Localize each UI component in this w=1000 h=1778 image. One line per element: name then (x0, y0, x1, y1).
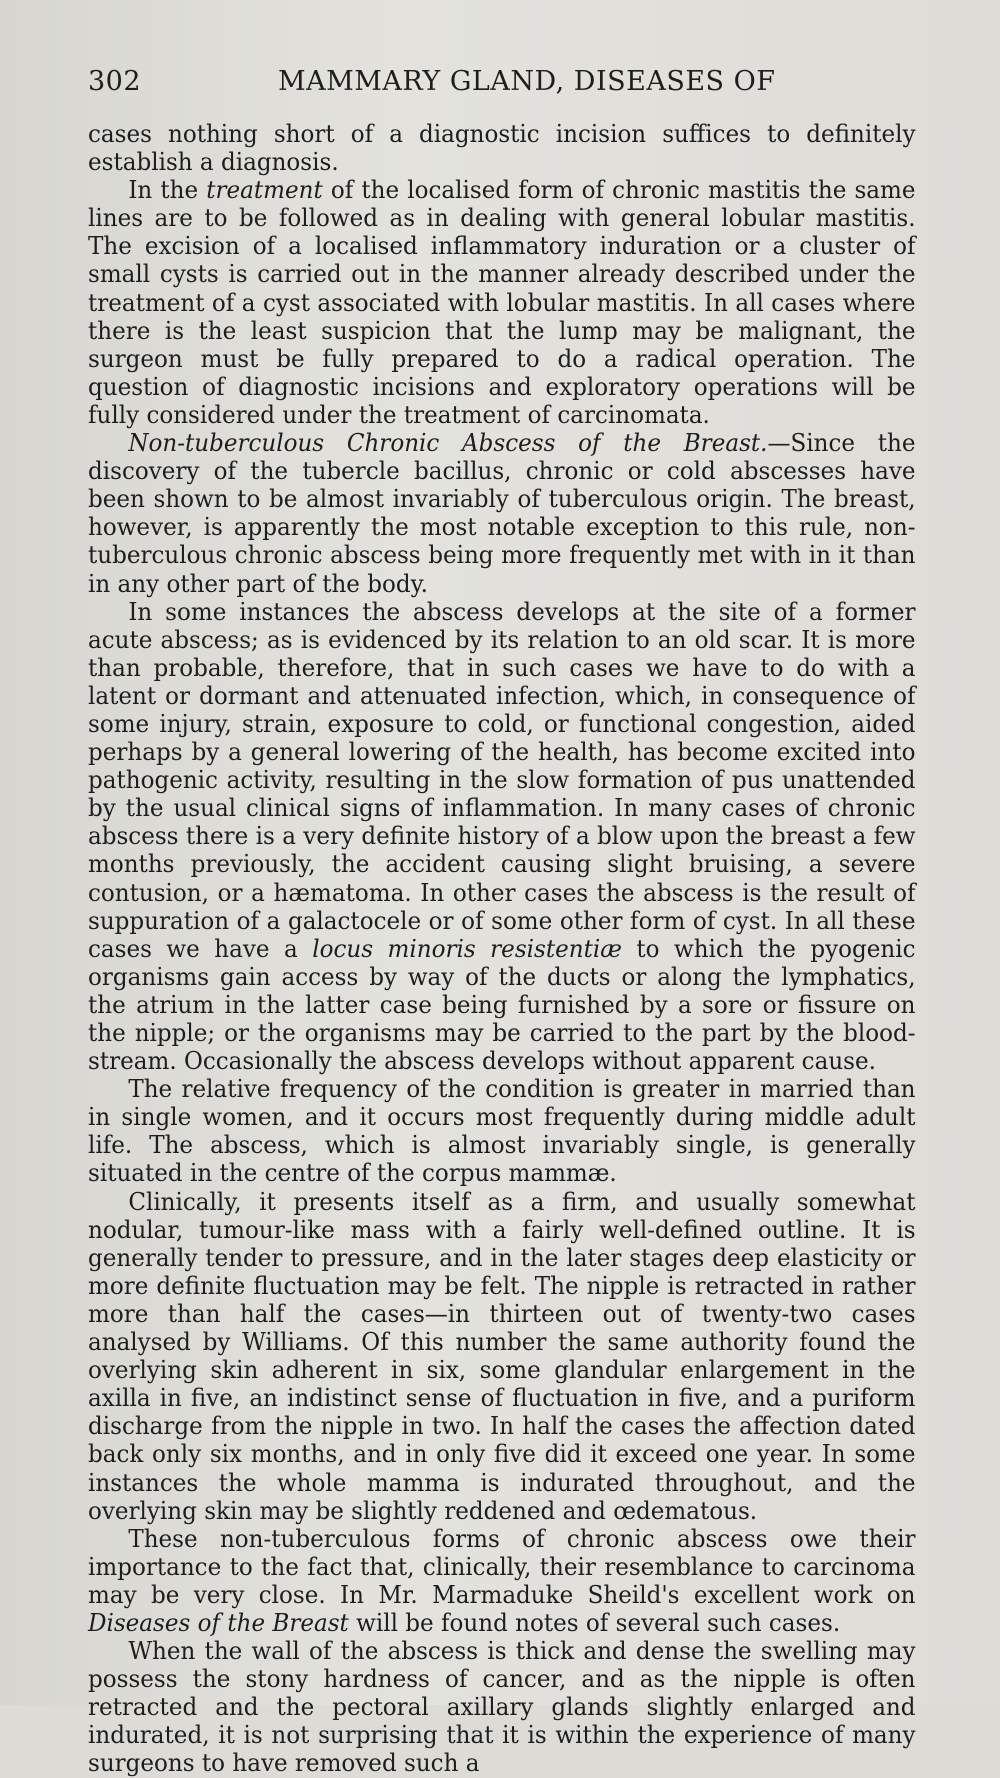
paragraph: Non-tuberculous Chronic Abscess of the Breast.—Since the discovery of the tubercle bacillus, chronic or cold abscesses have been shown to be almost invariably of tuberculous origin. The breast, however, is apparently the most notable exception to this rule, non-tuberculous chronic abscess being more frequently met with in it than in any other part of the body. (88, 429, 916, 598)
paragraph: These non-tuberculous forms of chronic abscess owe their importance to the fact that, clinically, their resemblance to carcinoma may be very close. In Mr. Marmaduke Sheild's excellent work on Diseases of the Breast will be found notes of several such cases. (88, 1524, 916, 1637)
page-number: 302 (88, 66, 142, 97)
paragraph: Clinically, it presents itself as a firm, and usually somewhat nodular, tumour-like mass with a fairly well-defined outline. It is generally tender to pressure, and in the later stages deep elasticity or more definite fluctuation may be felt. The nipple is retracted in rather more than half the cases—in thirteen out of twenty-two cases analysed by Williams. Of this number the same authority found the overlying skin adherent in six, some glandular enlargement in the axilla in five, an indistinct sense of fluctuation in five, and a puriform discharge from the nipple in two. In half the cases the affection dated back only six months, and in only five did it exceed one year. In some instances the whole mamma is indurated throughout, and the overlying skin may be slightly reddened and œdematous. (88, 1187, 916, 1525)
paragraph: The relative frequency of the condition is greater in married than in single women, and it occurs most frequently during middle adult life. The abscess, which is almost invariably single, is generally situated in the centre of the corpus mammæ. (88, 1075, 916, 1188)
book-title: Diseases of the Breast (88, 1608, 349, 1637)
emphasis: treatment (206, 176, 323, 205)
paragraph: In the treatment of the localised form of chronic mastitis the same lines are to be followed as in dealing with general lobular mastitis. The excision of a localised inflammatory induration or a cluster of small cysts is carried out in the manner already described under the treatment of a cyst associated with lobular mastitis. In all cases where there is the least suspicion that the lump may be malignant, the surgeon must be fully prepared to do a radical operation. The question of diagnostic incisions and exploratory operations will be fully considered under the treatment of carcinomata. (88, 176, 916, 429)
page-header (88, 66, 828, 106)
paragraph: In some instances the abscess develops at the site of a former acute abscess; as is evidenced by its relation to an old scar. It is more than probable, therefore, that in such cases we have to do with a latent or dormant and attenuated infection, which, in consequence of some injury, strain, exposure to cold, or functional congestion, aided perhaps by a general lowering of the health, has become excited into pathogenic activity, resulting in the slow formation of pus unattended by the usual clinical signs of inflammation. In many cases of chronic abscess there is a very definite history of a blow upon the breast a few months previously, the accident causing slight bruising, a severe contusion, or a hæmatoma. In other cases the abscess is the result of suppuration of a galactocele or of some other form of cyst. In all these cases we have a locus minoris resistentiæ to which the pyogenic organisms gain access by way of the ducts or along the lymphatics, the atrium in the latter case being furnished by a sore or fissure on the nipple; or the organisms may be carried to the part by the blood-stream. Occasionally the abscess develops without apparent cause. (88, 597, 916, 1076)
paragraph: cases nothing short of a diagnostic incision suffices to definitely establish a diagnosis. (88, 120, 916, 177)
section-heading: Non-tuberculous Chronic Abscess of the Breast. (128, 429, 768, 458)
body-text (88, 120, 916, 1778)
paragraph: When the wall of the abscess is thick and dense the swelling may possess the stony hardness of cancer, and as the nipple is often retracted and the pectoral axillary glands slightly enlarged and indurated, it is not surprising that it is within the experience of many surgeons to have removed such a (88, 1637, 916, 1778)
emphasis: locus minoris resistentiæ (312, 934, 622, 963)
running-title: MAMMARY GLAND, DISEASES OF (278, 66, 776, 97)
